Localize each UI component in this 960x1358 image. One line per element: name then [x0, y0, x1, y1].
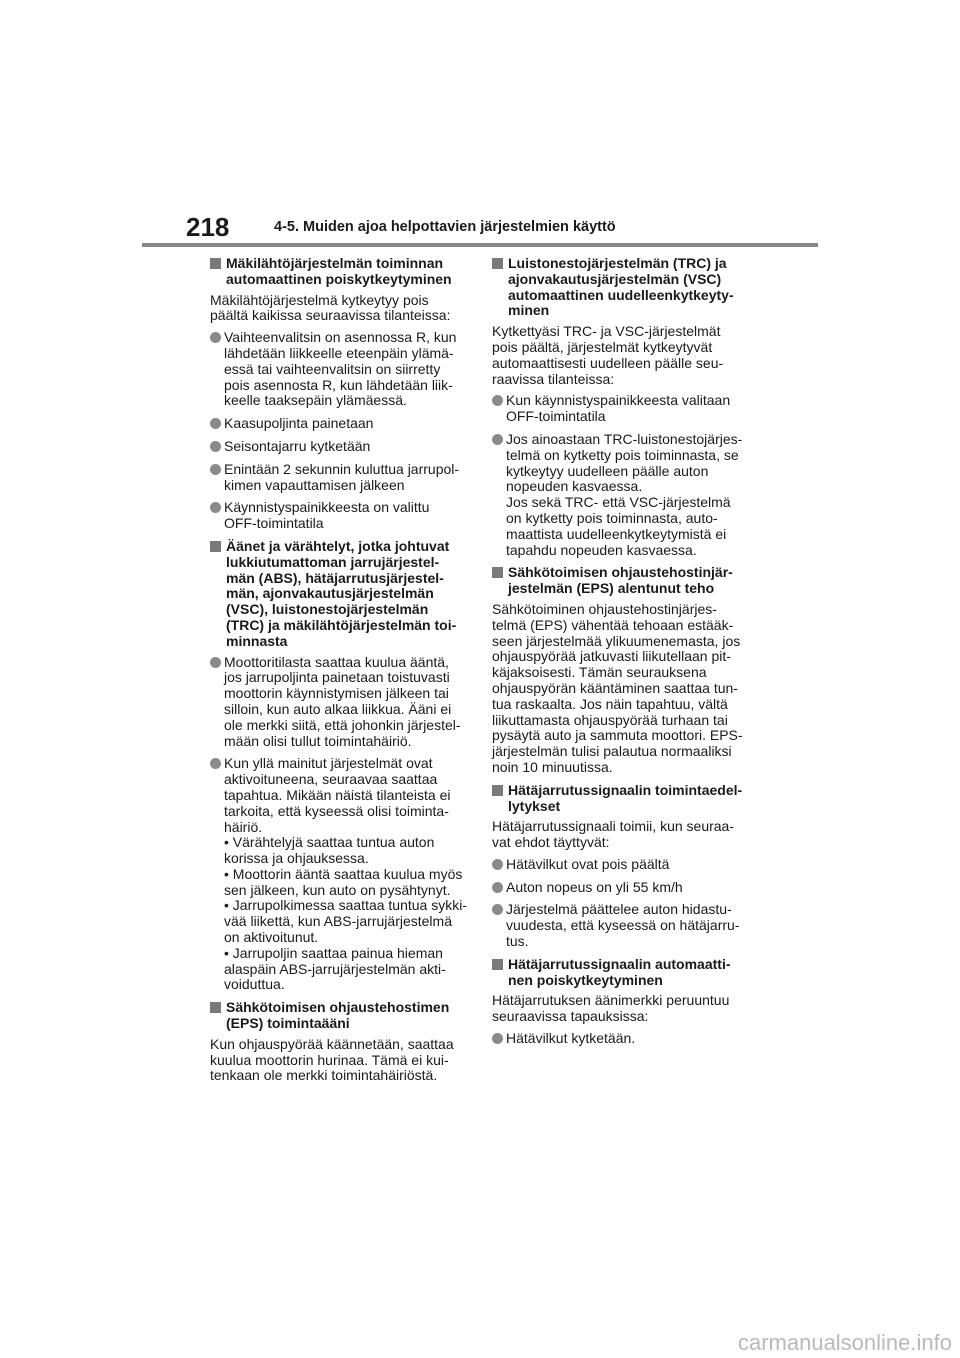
section-emergency-signal-conditions	[492, 783, 750, 950]
paragraph: Kytkettyäsi TRC- ja VSC-järjestelmät pois päältä, järjestelmät kytkeytyvät automaattisesti uudelleen päälle seu- raavissa tilanteissa:	[492, 323, 724, 387]
paragraph: Mäkilähtöjärjestelmä kytkeytyy pois päältä kaikissa seuraavissa tilanteissa:	[210, 291, 451, 324]
section-title: Äänet ja värähtelyt, jotka johtuvat lukkiutumattoman jarrujärjestel- män (ABS), hätäjarrutusjärjestel- män, ajonvakautusjärjestelmän (VSC), luistonestojärjestelmän (TRC) ja mäkilähtöjärjestelmän toi- minnasta	[210, 539, 468, 650]
section-title: Sähkötoimisen ohjaustehostinjär- jestelmän (EPS) alentunut teho	[492, 565, 750, 597]
list-item: Moottoritilasta saattaa kuulua ääntä, jos jarrupoljinta painetaan toistuvasti moottorin käynnistymisen jälkeen tai silloin, kun auto alkaa liikkua. Ääni ei ole merkki siitä, että johonkin järjestel- mään olisi tullut toimintahäiriö.	[210, 655, 468, 750]
round-bullet-icon	[210, 758, 221, 769]
square-bullet-icon	[492, 258, 503, 269]
list-item: Kun käynnistyspainikkeesta valitaan OFF-toimintatila	[492, 393, 750, 425]
list-item: Hätävilkut ovat pois päältä	[492, 857, 750, 873]
paragraph: Sähkötoiminen ohjaustehostinjärjes- telmä (EPS) vähentää tehoaan estääk- seen järjestelmää ylikuumenemasta, jos ohjauspyörää jatkuvasti liikutellaan pit- käjaksoisesti. Tämän seurauksena ohjauspyörän kääntäminen saattaa tun- tua raskaalta. Jos näin tapahtuu, vältä liikuttamasta ohjauspyörää turhaan tai pysäytä auto ja sammuta moottori. EPS- järjestelmän tulisi palautua normaaliksi noin 10 minuutissa.	[492, 600, 743, 775]
chapter-title: 4-5. Muiden ajoa helpottavien järjestelmien käyttö	[274, 219, 616, 235]
round-bullet-icon	[210, 418, 221, 429]
list-item: Järjestelmä päättelee auton hidastu- vuudesta, että kyseessä on hätäjarru- tus.	[492, 902, 750, 949]
list-item: Kaasupoljinta painetaan	[210, 416, 468, 432]
section-emergency-signal-cancel	[492, 957, 750, 1047]
square-bullet-icon	[492, 785, 503, 796]
list-item: Jos ainoastaan TRC-luistonestojärjes- telmä on kytketty pois toiminnasta, se kytkeytyy uudelleen päälle auton nopeuden kasvaessa. Jos sekä TRC- että VSC-järjestelmä on kytketty pois toiminnasta, auto- maattista uudelleenkytkeytymistä ei tapahdu nopeuden kasvaessa.	[492, 432, 750, 558]
list-item: Seisontajarru kytketään	[210, 439, 468, 455]
paragraph: Hätäjarrutussignaali toimii, kun seuraa- vat ehdot täyttyvät:	[492, 818, 734, 851]
square-bullet-icon	[210, 541, 221, 552]
round-bullet-icon	[492, 434, 503, 445]
round-bullet-icon	[492, 1033, 503, 1044]
section-sounds-vibrations	[210, 539, 468, 993]
list-item: Käynnistyspainikkeesta on valittu OFF-toimintatila	[210, 500, 468, 532]
list-item: Kun yllä mainitut järjestelmät ovat aktivoituneena, seuraavaa saattaa tapahtua. Mikään näistä tilanteista ei tarkoita, että kyseessä olisi toiminta- häiriö. • Värähtelyjä saattaa tuntua auton korissa ja ohjauksessa. • Moottorin ääntä saattaa kuulua myös sen jälkeen, kun auto on pysähtynyt. • Jarrupolkimessa saattaa tuntua sykki- vää liikettä, kun ABS-jarrujärjestelmä on aktivoitunut. • Jarrupoljin saattaa painua hieman alaspäin ABS-jarrujärjestelmän akti- voiduttua.	[210, 756, 468, 993]
list-item: Hätävilkut kytketään.	[492, 1031, 750, 1047]
header-rule	[142, 243, 818, 247]
sub-list: • Värähtelyjä saattaa tuntua auton korissa ja ohjauksessa. • Moottorin ääntä saattaa kuulua myös sen jälkeen, kun auto on pysähtynyt. • Jarrupolkimessa saattaa tuntua sykki- vää liikettä, kun ABS-jarrujärjestelmä on aktivoitunut. • Jarrupoljin saattaa painua hieman alaspäin ABS-jarrujärjestelmän akti- voiduttua.	[224, 834, 468, 993]
list-item: Enintään 2 sekunnin kuluttua jarrupol- kimen vapauttamisen jälkeen	[210, 462, 468, 494]
list-item: Vaihteenvalitsin on asennossa R, kun lähdetään liikkeelle eteenpäin ylämä- essä tai vaihteenvalitsin on siirretty pois asennosta R, kun lähdetään liik- keelle taaksepäin ylämäessä.	[210, 330, 468, 409]
round-bullet-icon	[210, 464, 221, 475]
round-bullet-icon	[210, 657, 221, 668]
section-trc-vsc-reactivation	[492, 256, 750, 558]
square-bullet-icon	[492, 567, 503, 578]
round-bullet-icon	[492, 882, 503, 893]
round-bullet-icon	[210, 502, 221, 513]
section-title: Luistonestojärjestelmän (TRC) ja ajonvakautusjärjestelmän (VSC) automaattinen uudelleenkytkeyty- minen	[492, 256, 750, 319]
square-bullet-icon	[492, 959, 503, 970]
paragraph: Kun ohjauspyörää käännetään, saattaa kuulua moottorin hurinaa. Tämä ei kui- tenkaan ole merkki toimintahäiriöstä.	[210, 1035, 454, 1084]
round-bullet-icon	[492, 395, 503, 406]
left-column	[210, 256, 468, 1091]
round-bullet-icon	[210, 332, 221, 343]
right-column	[492, 256, 750, 1054]
section-eps-reduced	[492, 565, 750, 775]
section-title: Hätäjarrutussignaalin automaatti- nen poiskytkeytyminen	[492, 957, 750, 989]
section-eps-sound	[210, 1000, 468, 1084]
section-title: Hätäjarrutussignaalin toimintaedel- lytykset	[492, 783, 750, 815]
page-header	[186, 211, 818, 247]
square-bullet-icon	[210, 258, 221, 269]
round-bullet-icon	[492, 859, 503, 870]
section-hill-start-deactivation	[210, 256, 468, 532]
round-bullet-icon	[492, 904, 503, 915]
section-title: Sähkötoimisen ohjaustehostimen (EPS) toimintaääni	[210, 1000, 468, 1032]
paragraph: Hätäjarrutuksen äänimerkki peruuntuu seuraavissa tapauksissa:	[492, 992, 730, 1025]
square-bullet-icon	[210, 1002, 221, 1013]
round-bullet-icon	[210, 441, 221, 452]
section-title: Mäkilähtöjärjestelmän toiminnan automaattinen poiskytkeytyminen	[210, 256, 468, 288]
watermark: carmanualsonline.info	[737, 1330, 952, 1355]
list-item: Auton nopeus on yli 55 km/h	[492, 880, 750, 896]
page-number: 218	[186, 212, 230, 242]
